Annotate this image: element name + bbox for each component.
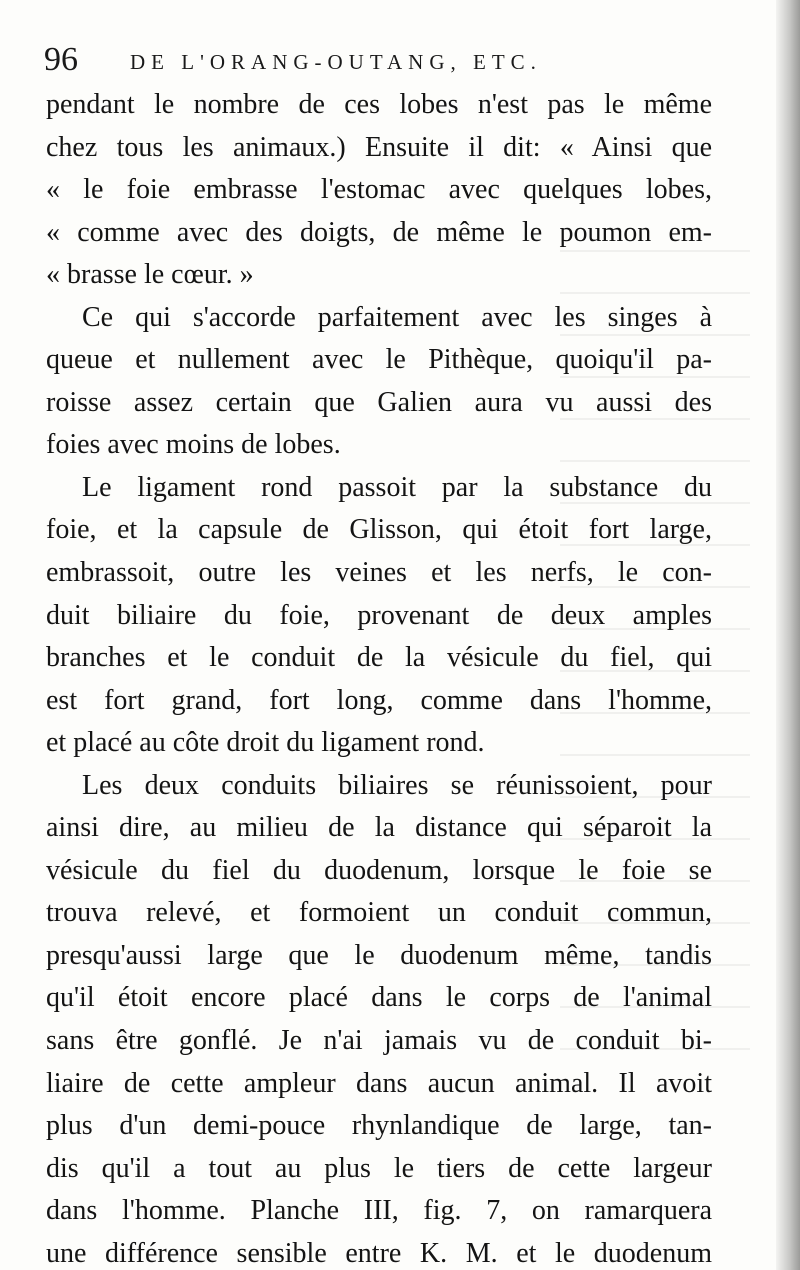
text-line: sans être gonflé. Je n'ai jamais vu de conduit bi- [46,1025,712,1057]
text-line: chez tous les animaux.) Ensuite il dit: « Ainsi que [46,131,712,163]
text-line: foie, et la capsule de Glisson, qui étoit fort large, [46,514,712,546]
text-line: pendant le nombre de ces lobes n'est pas le même [46,89,712,120]
running-head: DE L'ORANG-OUTANG, ETC. [130,50,542,74]
text-line: vésicule du fiel du duodenum, lorsque le foie se [46,854,712,886]
text-line: « le foie embrasse l'estomac avec quelques lobes, [46,174,712,206]
text-line: une différence sensible entre K. M. et le duodenum [46,1237,712,1269]
text-line: qu'il étoit encore placé dans le corps de l'animal [46,982,712,1014]
text-line: roisse assez certain que Galien aura vu aussi des [46,386,712,418]
text-line: trouva relevé, et formoient un conduit commun, [46,897,712,929]
text-line: est fort grand, fort long, comme dans l'homme, [46,684,712,716]
text-line: foies avec moins de lobes. [46,429,341,461]
page-header [44,40,744,80]
page-edge-shadow [776,0,800,1270]
text-line: duit biliaire du foie, provenant de deux amples [46,599,712,631]
text-line: branches et le conduit de la vésicule du fiel, qui [46,642,712,674]
text-line: embrassoit, outre les veines et les nerfs, le con- [46,557,712,589]
text-line: et placé au côte droit du ligament rond. [46,727,485,759]
text-line: « comme avec des doigts, de même le poumon em- [46,216,712,248]
text-line: dis qu'il a tout au plus le tiers de cette largeur [46,1152,712,1184]
text-line: ainsi dire, au milieu de la distance qui séparoit la [46,812,712,844]
text-line: queue et nullement avec le Pithèque, quoiqu'il pa- [46,344,712,376]
body-text [46,84,712,1270]
text-line: dans l'homme. Planche III, fig. 7, on ramarquera [46,1195,712,1227]
text-line: Les deux conduits biliaires se réunissoient, pour [82,769,712,801]
text-line: plus d'un demi-pouce rhynlandique de large, tan- [46,1110,712,1142]
text-line: Ce qui s'accorde parfaitement avec les singes à [82,301,712,333]
text-line: Le ligament rond passoit par la substance du [82,471,712,503]
page-number: 96 [44,41,78,78]
text-line: liaire de cette ampleur dans aucun animal. Il avoit [46,1067,712,1099]
text-line: presqu'aussi large que le duodenum même, tandis [46,939,712,971]
text-line: « brasse le cœur. » [46,259,254,291]
